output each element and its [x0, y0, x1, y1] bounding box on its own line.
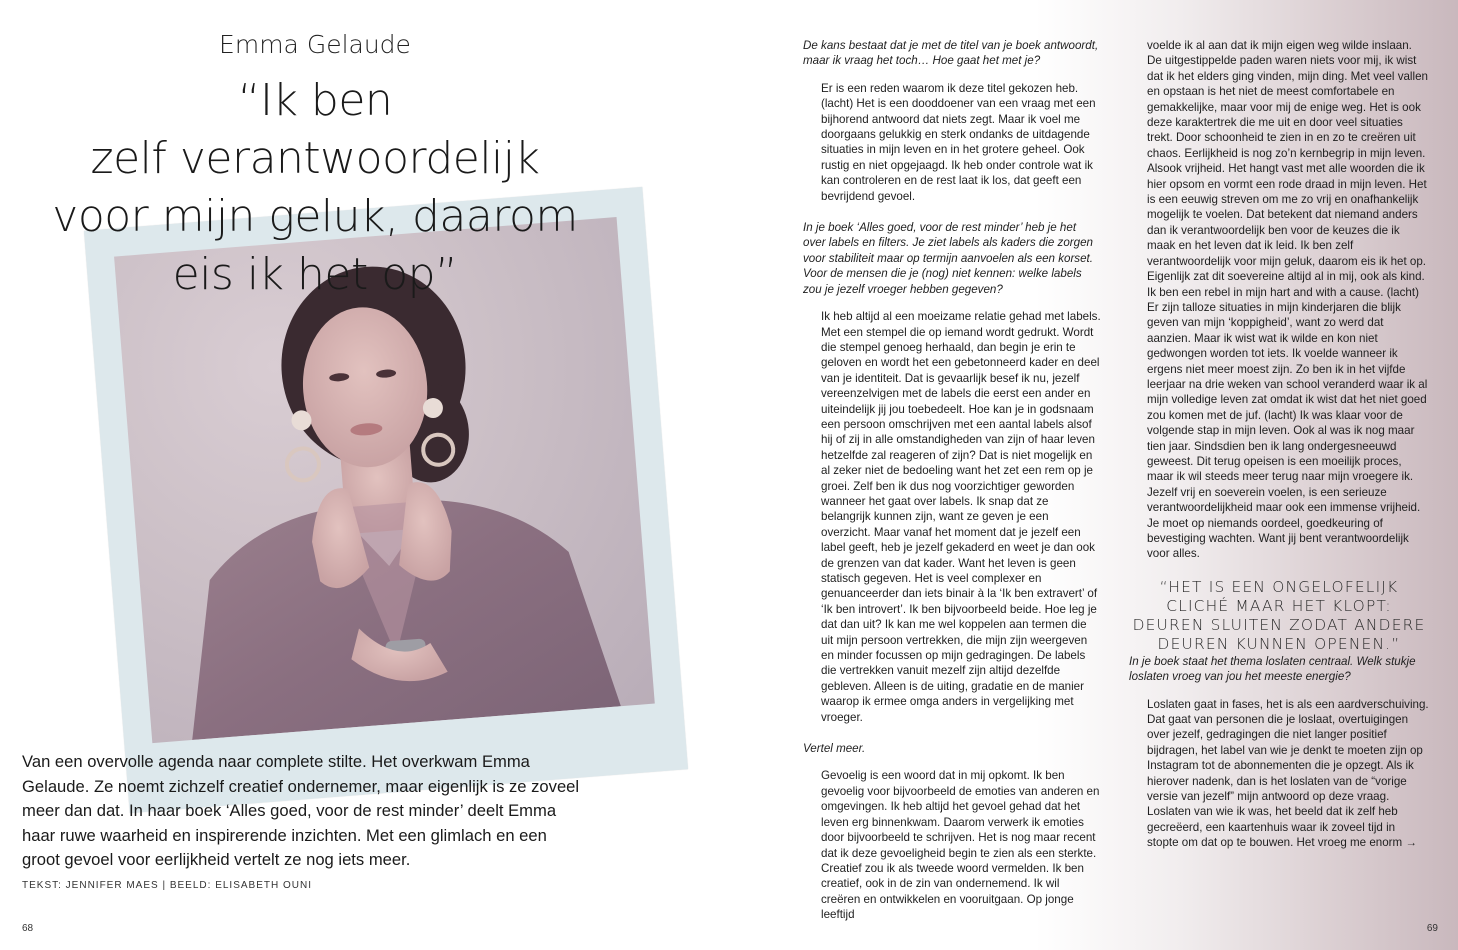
headline-line: eis ik het op” — [172, 249, 458, 300]
interview-answer: voelde ik al aan dat ik mijn eigen weg wilde inslaan. De uitgestippelde paden waren niets voor mij, ik wist dat ik het elders ging vinden, mijn ding. Met veel vallen en opstaan is het niet de meest comfortabele en gemakkelijke, maar voor mij de enige weg. Het is ook deze karaktertrek die me uit en door veel situaties trekt. Door schoonheid te zien in en zo te creëren uit chaos. Eerlijkheid is nog zo’n kernbegrip in mijn leven. Alsook vrijheid. Het hangt vast met alle woorden die ik hier opsom en vormt een rode draad in mijn leven. Het is een eeuwig streven om me zo vrij en onafhankelijk mogelijk te voelen. Dat betekent dat niemand anders dan ik verantwoordelijk ben voor de keuzes die ik maak en het leven dat ik leid. Ik ben zelf verantwoordelijk voor mijn geluk, daarom eis ik het op. Eigenlijk zat dit soevereine altijd al in mij, ook als kind. Ik ben een rebel in mijn hart and with a cause. (lacht) Er zijn talloze situaties in mijn kinderjaren die blijk geven van mijn ‘koppigheid’, want zo werd dat aanzien. Maar ik wist wat ik wilde en kon niet gedwongen worden tot iets. Ik voelde wanneer ik ergens niet meer moest zijn. Zo ben ik in het vijfde leerjaar na drie weken van school veranderd waar ik al mijn volledige leven zat omdat ik wist dat het niet goed zou komen met de juf. (lacht) Ik was klaar voor de volgende stap in mijn leven. Ook al was ik nog maar tien jaar. Sindsdien ben ik lang ondergesneeuwd geweest. Dit terug opeisen is een moeilijk proces, maar ik wil steeds meer terug naar mijn vroegere ik. Jezelf vrij en soeverein voelen, is een serieuze verantwoordelijkheid maar ook een immense vrijheid. Je moet op niemands oordeel, goedkeuring of bevestiging wachten. Want jij bent verantwoordelijk voor alles. — [1147, 39, 1428, 561]
article-column-1 — [803, 38, 1101, 939]
interview-question: De kans bestaat dat je met de titel van je boek antwoordt, maar ik vraag het toch… Hoe gaat het met je? — [803, 39, 1099, 68]
interview-question: In je boek ‘Alles goed, voor de rest minder’ heb je het over labels en filters. Je ziet labels als kaders die zorgen voor stabiliteit maar op termijn aanvoelen als een korset. Voor de mensen die je (nog) niet kennen: welke labels zou je jezelf vroeger hebben gegeven? — [803, 221, 1093, 296]
page-number: 68 — [22, 923, 34, 934]
interview-answer: Ik heb altijd al een moeizame relatie gehad met labels. Met een stempel die op iemand wordt gedrukt. Wordt die stempel genoeg herhaald, dan begin je erin te geloven en wordt het een gebetonneerd kader en deel van je identiteit. Dat is gevaarlijk besef ik nu, jezelf vereenzelvigen met de labels die eerst een ander en uiteindelijk jij jou toebedeelt. Hoe kan je in godsnaam een persoon omschrijven met een aantal labels alsof hij of zij in alle omstandigheden van zijn of haar leven hetzelfde zal reageren of zijn? Dat is niet mogelijk en al zeker niet de bedoeling want het zet een rem op je groei. Zelf ben ik dus nog voorzichtiger geworden wanneer het gaat over labels. Ik snap dat ze belangrijk kunnen zijn, want ze geven je een overzicht. Maar vanaf het moment dat je jezelf een label geeft, heb je jezelf gekaderd en weet je dan ook de grenzen van dat kader. Want het leven is geen statisch gegeven. Het is veel complexer en genuanceerder dan iets binair à la ‘Ik ben extravert’ of ‘Ik ben introvert’. Ik ben bijvoorbeeld beide. Hoe leg je dat dan uit? Ik kan me wel koppelen aan termen die uit mijn persoon vertrekken, die mijn zijn weergeven en minder focussen op mijn gedragingen. De labels die vertrekken vanuit mezelf zijn altijd dezelfde gebleven. Alleen is de uiting, gradatie en de manier waarop ik ermee omga anders in vergelijking met vroeger. — [821, 310, 1101, 724]
person-name: Emma Gelaude — [219, 30, 411, 59]
headline-line: “Ik ben — [237, 75, 393, 126]
credits: TEKST: JENNIFER MAES | BEELD: ELISABETH OUNI — [22, 880, 312, 891]
interview-answer: Er is een reden waarom ik deze titel gekozen heb. (lacht) Het is een dooddoener van een vraag met een bijhorend antwoord dat niets zegt. Maar ik voel me doorgaans gelukkig en sterk ondanks de uitdagende situaties in mijn leven en in het grotere geheel. Ook rustig en niet opgejaagd. Ik heb onder controle wat ik kan controleren en de rest laat ik los, dat geeft een bevrijdend gevoel. — [821, 81, 1096, 203]
headline-line: voor mijn geluk, daarom — [52, 191, 578, 242]
pull-quote: “HET IS EEN ONGELOFELIJK CLICHÉ MAAR HET KLOPT: DEUREN SLUITEN ZODAT ANDERE DEUREN KUNNEN OPENEN.” — [1132, 577, 1426, 653]
interview-answer: Gevoelig is een woord dat in mij opkomt. Ik ben gevoelig voor bijvoorbeeld de emoties van anderen en omgevingen. Ik heb altijd het gevoel gehad dat het leven erg binnenkwam. Daarom verwerk ik emoties door bijvoorbeeld te schrijven. Het is nog maar recent dat ik deze gevoeligheid begin te zien als een sterkte. Creatief zou ik als tweede woord vermelden. Ik ben creatief, ook in de zin van ondernemend. Ik wil creëren en ontwikkelen en vooruitgaan. Op jonge leeftijd — [821, 769, 1100, 922]
interview-answer: Loslaten gaat in fases, het is als een aardverschuiving. Dat gaat van personen die je loslaat, overtuigingen over jezelf, gedragingen die niet langer positief bijdragen, het label van wie je denkt te moeten zijn op Instagram tot de abonnementen die je opzegt. Als ik hierover nadenk, dan is het loslaten van de “vorige versie van jezelf” mijn antwoord op deze vraag. Loslaten van wie ik was, het beeld dat ik zelf heb gecreëerd, een kaartenhuis waar ik zoveel tijd in stopte om dat op te bouwen. Het vroeg me enorm → — [1147, 697, 1429, 850]
headline — [0, 72, 630, 304]
article-column-2 — [1129, 38, 1429, 867]
right-page — [729, 0, 1458, 950]
headline-line: zelf verantwoordelijk — [90, 133, 540, 184]
intro-paragraph: Van een overvolle agenda naar complete stilte. Het overkwam Emma Gelaude. Ze noemt zichzelf creatief ondernemer, maar eigenlijk is ze zoveel meer dan dat. In haar boek ‘Alles goed, voor de rest minder’ deelt Emma haar ruwe waarheid en inspirerende inzichten. Met een glimlach en een groot gevoel voor eerlijkheid vertelt ze nog iets meer. — [22, 752, 580, 869]
interview-question: Vertel meer. — [803, 742, 866, 756]
interview-question: In je boek staat het thema loslaten centraal. Welk stukje loslaten vroeg van jou het meeste energie? — [1129, 654, 1416, 684]
page-number: 69 — [1426, 923, 1438, 934]
